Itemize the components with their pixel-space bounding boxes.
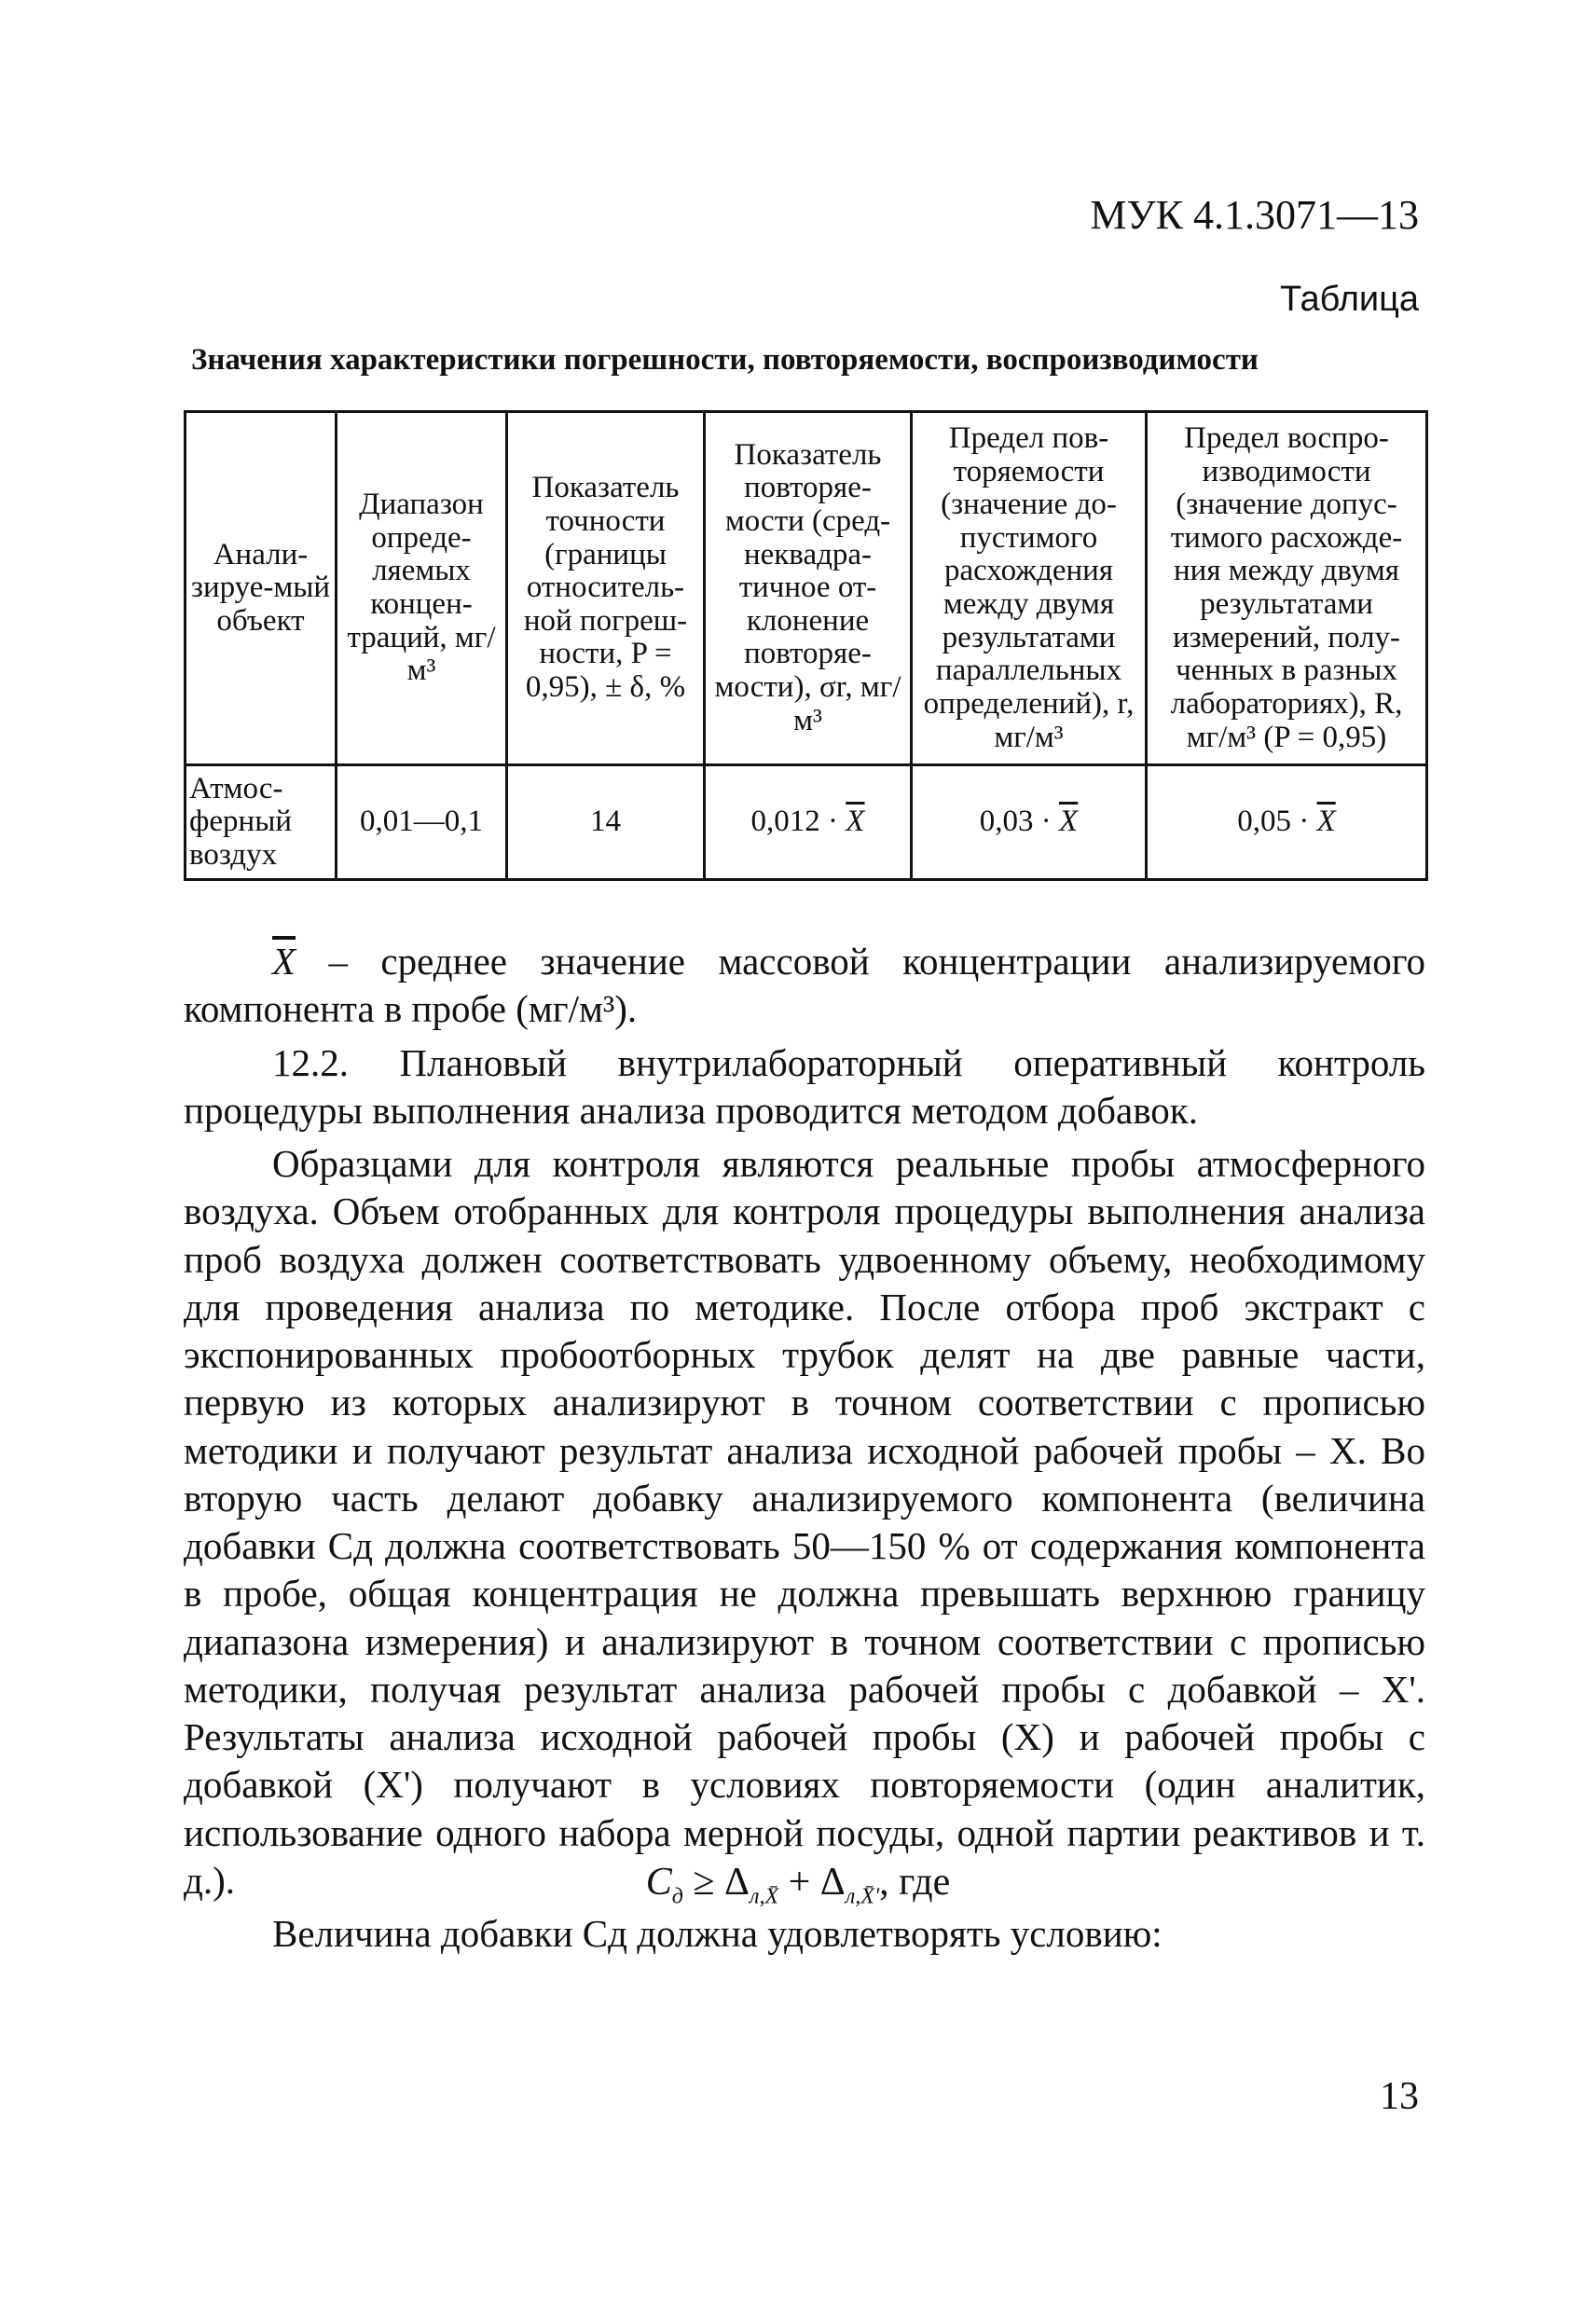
header-repeatability-index: Показатель повторяе-мости (сред-неквадра-тичное от-клонение повторяе-мости), σr, мг/м³	[705, 412, 912, 765]
error-characteristics-table	[184, 410, 1428, 881]
note-text: – среднее значение массовой концентрации анализируемого компонента в пробе (мг/м³).	[184, 940, 1425, 1031]
header-repeatability-limit: Предел пов-торяемости (значение до-пустимого расхождения между двумя результатами параллельных определений), r, мг/м³	[912, 412, 1147, 765]
table-label: Таблица	[1280, 280, 1419, 319]
formula-suffix: , где	[879, 1861, 951, 1904]
note-symbol: $\overline{X}$	[272, 940, 296, 983]
cell-range: 0,01—0,1	[337, 765, 507, 880]
page-number: 13	[1380, 2075, 1419, 2118]
repeatability-coefficient: 0,012 ·	[750, 805, 846, 839]
paragraph-12-2: 12.2. Плановый внутрилабораторный оперативный контроль процедуры выполнения анализа проводится методом добавок.	[184, 1040, 1425, 1132]
cell-repeatability-limit	[912, 765, 1147, 880]
reproduce-limit-coefficient: 0,05 ·	[1237, 805, 1317, 839]
paragraph-control-samples: Образцами для контроля являются реальные пробы атмосферного воздуха. Объем отобранных для контроля процедуры выполнения анализа проб воздуха должен соответствовать удвоенному объему, необходимому для проведения анализа по методике. После отбора проб экстракт с экспонированных пробоотборных трубок делят на две равные части, первую из которых анализируют в точном соответствии с прописью методики и получают результат анализа исходной рабочей пробы – X. Во вторую часть делают добавку анализируемого компонента (величина добавки Cд должна соответствовать 50—150 % от содержания компонента в пробе, общая концентрация не должна превышать верхнюю границу диапазона измерения) и анализируют в точном соответствии с прописью методики, получая результат анализа рабочей пробы с добавкой – X'. Результаты анализа исходной рабочей пробы (X) и рабочей пробы с добавкой (X') получают в условиях повторяемости (один аналитик, использование одного набора мерной посуды, одной партии реактивов и т. д.).	[184, 1142, 1425, 1902]
formula-lhs: C	[645, 1861, 672, 1904]
paragraph-addition-condition: Величина добавки Cд должна удовлетворять условию:	[272, 1912, 1163, 1955]
addition-condition-formula	[0, 1860, 1596, 1909]
x-mean-symbol: $\overline{X}$	[1059, 805, 1079, 839]
cell-repeatability	[705, 765, 912, 880]
formula-plus: +	[778, 1861, 820, 1904]
header-concentration-range: Диапазон опреде-ляемых концен-траций, мг/м³	[337, 412, 507, 765]
formula-lhs-sub: д	[671, 1884, 683, 1909]
table-header-row	[186, 412, 1427, 765]
formula-term2-sub: л,X̄'	[845, 1884, 880, 1909]
cell-accuracy: 14	[507, 765, 705, 880]
table-row	[186, 765, 1427, 880]
formula-term1: Δ	[723, 1861, 750, 1904]
header-accuracy-index: Показатель точности (границы относитель-ной погреш-ности, P = 0,95), ± δ, %	[507, 412, 705, 765]
formula-term2: Δ	[819, 1861, 846, 1904]
document-code: МУК 4.1.3071—13	[1090, 192, 1419, 238]
table-title: Значения характеристики погрешности, повторяемости, воспроизводимости	[191, 343, 1259, 377]
x-mean-symbol: $\overline{X}$	[846, 805, 865, 839]
body-text	[184, 932, 1425, 1958]
formula-relation: ≥	[682, 1861, 724, 1904]
header-reproducibility-limit: Предел воспро-изводимости (значение допус-тимого расхожде-ния между двумя результатами измерений, полу-ченных в разных лабораториях), R, мг/м³ (P = 0,95)	[1147, 412, 1427, 765]
x-mean-symbol: $\overline{X}$	[1316, 805, 1336, 839]
formula-term1-sub: л,X̄	[749, 1884, 779, 1909]
cell-reproducibility-limit	[1147, 765, 1427, 880]
repeat-limit-coefficient: 0,03 ·	[979, 805, 1060, 839]
mean-value-note	[184, 938, 1425, 1034]
cell-object: Атмос-ферный воздух	[186, 765, 337, 880]
header-analyzed-object: Анали-зируе-мый объект	[186, 412, 337, 765]
